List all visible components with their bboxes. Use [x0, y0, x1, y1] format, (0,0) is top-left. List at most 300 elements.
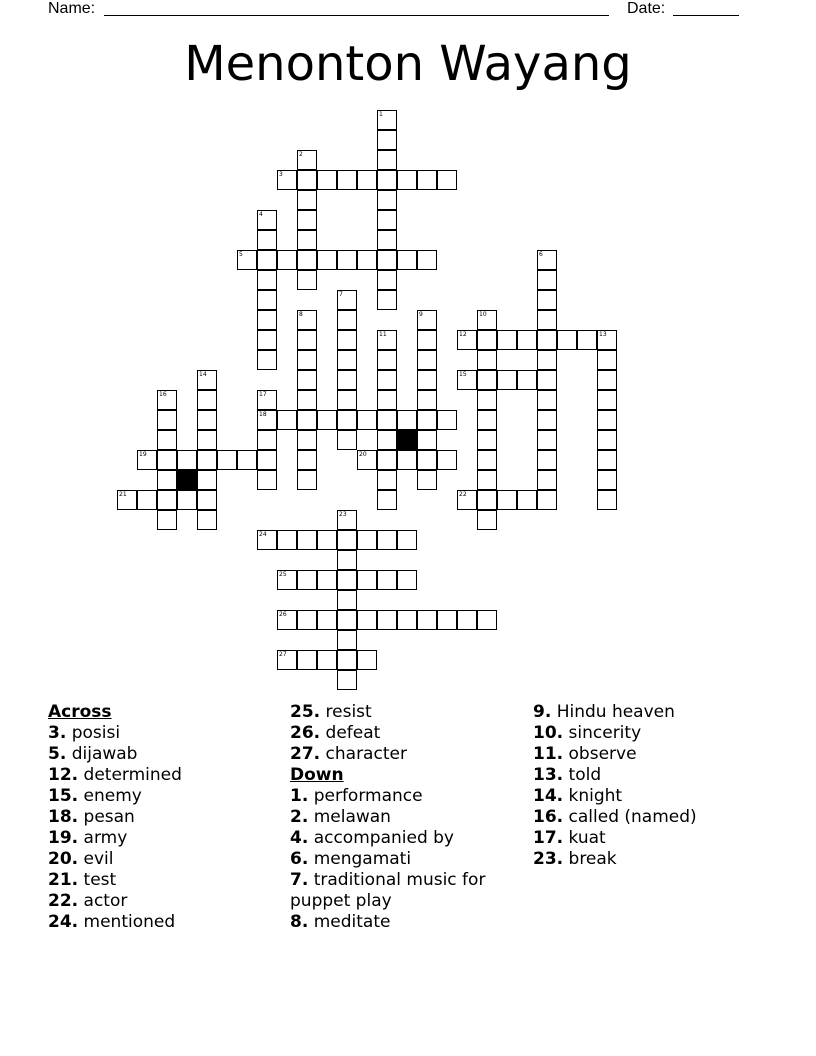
grid-cell[interactable]	[297, 310, 317, 330]
grid-cell[interactable]	[537, 470, 557, 490]
grid-cell[interactable]	[177, 450, 197, 470]
grid-cell[interactable]	[217, 450, 237, 470]
clue-text: kuat	[563, 828, 606, 848]
clue-list	[48, 723, 278, 933]
grid-cell[interactable]	[337, 590, 357, 610]
grid-cell[interactable]	[377, 190, 397, 210]
down-clue	[533, 723, 773, 744]
down-clue	[290, 807, 525, 828]
grid-cell[interactable]	[377, 490, 397, 510]
grid-cell[interactable]	[297, 230, 317, 250]
grid-cell[interactable]	[377, 470, 397, 490]
grid-cell[interactable]	[137, 490, 157, 510]
grid-cell[interactable]	[377, 350, 397, 370]
grid-cell[interactable]	[597, 350, 617, 370]
cell-number: 6	[539, 251, 543, 258]
grid-cell[interactable]	[597, 470, 617, 490]
grid-cell[interactable]	[117, 490, 137, 510]
grid-cell[interactable]	[317, 170, 337, 190]
grid-cell[interactable]	[257, 270, 277, 290]
grid-cell[interactable]	[417, 250, 437, 270]
clue-number: 2.	[290, 807, 309, 827]
grid-cell[interactable]	[397, 530, 417, 550]
grid-cell[interactable]	[377, 230, 397, 250]
grid-cell[interactable]	[157, 430, 177, 450]
grid-cell[interactable]	[377, 290, 397, 310]
grid-cell[interactable]	[437, 610, 457, 630]
grid-cell[interactable]	[337, 290, 357, 310]
clue-number: 12.	[48, 765, 79, 785]
grid-cell[interactable]	[157, 390, 177, 410]
grid-cell[interactable]	[257, 250, 277, 270]
grid-cell[interactable]	[297, 150, 317, 170]
grid-cell[interactable]	[477, 490, 497, 510]
grid-cell[interactable]	[277, 650, 297, 670]
grid-cell[interactable]	[317, 410, 337, 430]
grid-cell[interactable]	[337, 530, 357, 550]
clue-text: called (named)	[563, 807, 697, 827]
grid-cell[interactable]	[277, 530, 297, 550]
clue-text: defeat	[320, 723, 381, 743]
clue-number: 8.	[290, 912, 309, 932]
grid-cell[interactable]	[477, 610, 497, 630]
grid-cell[interactable]	[357, 450, 377, 470]
date-label: Date:	[627, 0, 666, 17]
across-clue	[48, 807, 278, 828]
grid-cell[interactable]	[177, 490, 197, 510]
grid-cell[interactable]	[377, 410, 397, 430]
grid-cell[interactable]	[337, 630, 357, 650]
clue-text: Hindu heaven	[551, 702, 675, 722]
grid-cell[interactable]	[317, 570, 337, 590]
cell-number: 22	[459, 491, 467, 498]
grid-cell[interactable]	[377, 170, 397, 190]
grid-cell[interactable]	[537, 270, 557, 290]
grid-cell[interactable]	[297, 410, 317, 430]
grid-cell[interactable]	[477, 410, 497, 430]
clue-text: posisi	[66, 723, 121, 743]
grid-cell[interactable]	[337, 390, 357, 410]
across-clue	[290, 702, 525, 723]
across-clue	[48, 870, 278, 891]
grid-cell[interactable]	[257, 350, 277, 370]
grid-cell[interactable]	[337, 250, 357, 270]
grid-cell[interactable]	[377, 530, 397, 550]
grid-cell[interactable]	[537, 430, 557, 450]
grid-cell[interactable]	[397, 410, 417, 430]
grid-cell[interactable]	[377, 450, 397, 470]
grid-cell[interactable]	[377, 110, 397, 130]
grid-cell[interactable]	[257, 530, 277, 550]
clue-text: determined	[78, 765, 182, 785]
grid-cell[interactable]	[437, 410, 457, 430]
grid-cell[interactable]	[417, 350, 437, 370]
down-clue	[533, 849, 773, 870]
grid-cell[interactable]	[157, 510, 177, 530]
grid-cell[interactable]	[537, 490, 557, 510]
cell-number: 3	[279, 171, 283, 178]
grid-cell[interactable]	[297, 610, 317, 630]
clue-number: 17.	[533, 828, 564, 848]
down-clue	[533, 807, 773, 828]
grid-cell[interactable]	[537, 310, 557, 330]
grid-cell[interactable]	[477, 450, 497, 470]
cell-number: 18	[259, 411, 267, 418]
grid-cell[interactable]	[257, 410, 277, 430]
clue-number: 23.	[533, 849, 564, 869]
grid-cell[interactable]	[457, 370, 477, 390]
down-heading: Down	[290, 765, 344, 785]
across-clue	[48, 849, 278, 870]
grid-cell[interactable]	[537, 450, 557, 470]
grid-cell[interactable]	[297, 350, 317, 370]
grid-cell[interactable]	[377, 390, 397, 410]
grid-cell[interactable]	[377, 430, 397, 450]
grid-cell[interactable]	[517, 330, 537, 350]
grid-cell[interactable]	[277, 170, 297, 190]
grid-cell[interactable]	[477, 470, 497, 490]
across-clue	[48, 828, 278, 849]
grid-cell[interactable]	[337, 310, 357, 330]
down-clue	[290, 849, 525, 870]
cell-number: 24	[259, 531, 267, 538]
grid-cell[interactable]	[157, 490, 177, 510]
clue-number: 19.	[48, 828, 79, 848]
clue-text: performance	[308, 786, 423, 806]
grid-cell[interactable]	[297, 430, 317, 450]
down-clue	[290, 870, 525, 912]
clue-number: 16.	[533, 807, 564, 827]
grid-cell[interactable]	[197, 470, 217, 490]
grid-cell[interactable]	[597, 450, 617, 470]
down-clue	[533, 786, 773, 807]
grid-cell[interactable]	[357, 170, 377, 190]
grid-block	[177, 470, 197, 490]
grid-cell[interactable]	[237, 250, 257, 270]
grid-cell[interactable]	[297, 530, 317, 550]
grid-cell[interactable]	[197, 490, 217, 510]
grid-cell[interactable]	[557, 330, 577, 350]
grid-cell[interactable]	[197, 370, 217, 390]
grid-cell[interactable]	[297, 650, 317, 670]
name-blank[interactable]	[104, 15, 609, 16]
grid-cell[interactable]	[417, 370, 437, 390]
clue-number: 21.	[48, 870, 79, 890]
grid-cell[interactable]	[517, 490, 537, 510]
grid-cell[interactable]	[337, 350, 357, 370]
grid-cell[interactable]	[277, 410, 297, 430]
clues-column-1	[48, 702, 278, 933]
clue-text: meditate	[308, 912, 391, 932]
grid-cell[interactable]	[537, 390, 557, 410]
cell-number: 11	[379, 331, 387, 338]
clue-text: resist	[320, 702, 372, 722]
clue-text: army	[78, 828, 128, 848]
clue-number: 22.	[48, 891, 79, 911]
grid-cell[interactable]	[517, 370, 537, 390]
grid-cell[interactable]	[297, 210, 317, 230]
cell-number: 15	[459, 371, 467, 378]
across-clue	[48, 786, 278, 807]
grid-cell[interactable]	[357, 650, 377, 670]
cell-number: 19	[139, 451, 147, 458]
grid-cell[interactable]	[397, 450, 417, 470]
grid-cell[interactable]	[437, 170, 457, 190]
cell-number: 2	[299, 151, 303, 158]
clue-text: sincerity	[563, 723, 642, 743]
grid-cell[interactable]	[477, 350, 497, 370]
grid-cell[interactable]	[337, 170, 357, 190]
name-label: Name:	[48, 0, 96, 17]
cell-number: 25	[279, 571, 287, 578]
clue-number: 13.	[533, 765, 564, 785]
cell-number: 26	[279, 611, 287, 618]
cell-number: 10	[479, 311, 487, 318]
grid-cell[interactable]	[377, 130, 397, 150]
grid-cell[interactable]	[477, 310, 497, 330]
grid-cell[interactable]	[377, 570, 397, 590]
clue-text: accompanied by	[308, 828, 454, 848]
grid-cell[interactable]	[417, 410, 437, 430]
grid-cell[interactable]	[337, 610, 357, 630]
grid-cell[interactable]	[397, 570, 417, 590]
grid-cell[interactable]	[297, 250, 317, 270]
grid-cell[interactable]	[537, 330, 557, 350]
grid-cell[interactable]	[397, 610, 417, 630]
grid-cell[interactable]	[337, 650, 357, 670]
grid-cell[interactable]	[417, 170, 437, 190]
grid-cell[interactable]	[457, 610, 477, 630]
clue-number: 6.	[290, 849, 309, 869]
grid-cell[interactable]	[277, 610, 297, 630]
across-clue	[48, 765, 278, 786]
grid-cell[interactable]	[537, 290, 557, 310]
down-clue	[290, 786, 525, 807]
grid-cell[interactable]	[397, 170, 417, 190]
grid-cell[interactable]	[417, 430, 437, 450]
clue-number: 4.	[290, 828, 309, 848]
cell-number: 4	[259, 211, 263, 218]
grid-cell[interactable]	[257, 230, 277, 250]
down-clue	[290, 912, 525, 933]
across-clue	[48, 723, 278, 744]
clue-text: mentioned	[78, 912, 176, 932]
cell-number: 21	[119, 491, 127, 498]
clue-number: 11.	[533, 744, 564, 764]
cell-number: 7	[339, 291, 343, 298]
clue-text: pesan	[78, 807, 135, 827]
grid-cell[interactable]	[597, 410, 617, 430]
grid-cell[interactable]	[297, 470, 317, 490]
cell-number: 27	[279, 651, 287, 658]
grid-cell[interactable]	[297, 370, 317, 390]
grid-cell[interactable]	[417, 450, 437, 470]
clue-text: enemy	[78, 786, 142, 806]
grid-cell[interactable]	[537, 410, 557, 430]
grid-cell[interactable]	[197, 510, 217, 530]
down-clue	[533, 765, 773, 786]
grid-cell[interactable]	[257, 470, 277, 490]
grid-cell[interactable]	[257, 450, 277, 470]
grid-cell[interactable]	[597, 490, 617, 510]
grid-cell[interactable]	[377, 370, 397, 390]
grid-cell[interactable]	[377, 210, 397, 230]
clue-text: observe	[563, 744, 637, 764]
clue-text: break	[563, 849, 617, 869]
grid-cell[interactable]	[297, 450, 317, 470]
grid-cell[interactable]	[537, 370, 557, 390]
clue-number: 7.	[290, 870, 309, 890]
grid-cell[interactable]	[477, 430, 497, 450]
grid-cell[interactable]	[417, 310, 437, 330]
grid-cell[interactable]	[477, 330, 497, 350]
grid-cell[interactable]	[377, 150, 397, 170]
grid-cell[interactable]	[297, 390, 317, 410]
grid-cell[interactable]	[357, 410, 377, 430]
grid-cell[interactable]	[337, 570, 357, 590]
grid-cell[interactable]	[377, 330, 397, 350]
grid-cell[interactable]	[437, 450, 457, 470]
grid-cell[interactable]	[417, 470, 437, 490]
clue-number: 24.	[48, 912, 79, 932]
grid-cell[interactable]	[597, 390, 617, 410]
grid-cell[interactable]	[377, 270, 397, 290]
grid-cell[interactable]	[337, 430, 357, 450]
clue-number: 3.	[48, 723, 67, 743]
grid-cell[interactable]	[297, 570, 317, 590]
grid-cell[interactable]	[337, 510, 357, 530]
grid-cell[interactable]	[157, 410, 177, 430]
cell-number: 20	[359, 451, 367, 458]
clues-column-2	[290, 702, 525, 933]
grid-cell[interactable]	[257, 390, 277, 410]
grid-cell[interactable]	[277, 570, 297, 590]
grid-cell[interactable]	[577, 330, 597, 350]
across-clue	[48, 891, 278, 912]
clue-number: 5.	[48, 744, 67, 764]
grid-cell[interactable]	[357, 610, 377, 630]
grid-cell[interactable]	[377, 610, 397, 630]
grid-cell[interactable]	[197, 410, 217, 430]
grid-cell[interactable]	[277, 250, 297, 270]
grid-cell[interactable]	[257, 330, 277, 350]
grid-cell[interactable]	[357, 530, 377, 550]
cell-number: 16	[159, 391, 167, 398]
grid-cell[interactable]	[297, 270, 317, 290]
cell-number: 13	[599, 331, 607, 338]
grid-cell[interactable]	[397, 250, 417, 270]
cell-number: 17	[259, 391, 267, 398]
clue-text: told	[563, 765, 602, 785]
down-clue	[533, 828, 773, 849]
grid-cell[interactable]	[337, 330, 357, 350]
grid-cell[interactable]	[417, 330, 437, 350]
grid-cell[interactable]	[597, 430, 617, 450]
grid-cell[interactable]	[157, 450, 177, 470]
grid-cell[interactable]	[377, 250, 397, 270]
grid-cell[interactable]	[157, 470, 177, 490]
grid-cell[interactable]	[257, 210, 277, 230]
clue-number: 18.	[48, 807, 79, 827]
grid-cell[interactable]	[537, 350, 557, 370]
cell-number: 5	[239, 251, 243, 258]
grid-cell[interactable]	[297, 330, 317, 350]
down-clue	[290, 828, 525, 849]
grid-cell[interactable]	[137, 450, 157, 470]
grid-cell[interactable]	[597, 330, 617, 350]
grid-cell[interactable]	[417, 390, 437, 410]
cell-number: 12	[459, 331, 467, 338]
down-clue	[533, 702, 773, 723]
clue-text: dijawab	[66, 744, 138, 764]
grid-cell[interactable]	[477, 510, 497, 530]
grid-cell[interactable]	[317, 530, 337, 550]
cell-number: 9	[419, 311, 423, 318]
grid-cell[interactable]	[197, 390, 217, 410]
grid-cell[interactable]	[297, 190, 317, 210]
grid-cell[interactable]	[337, 410, 357, 430]
clue-text: melawan	[308, 807, 391, 827]
grid-cell[interactable]	[257, 290, 277, 310]
clue-text: test	[78, 870, 117, 890]
grid-cell[interactable]	[537, 250, 557, 270]
clue-text: actor	[78, 891, 128, 911]
across-clue	[48, 744, 278, 765]
grid-cell[interactable]	[317, 610, 337, 630]
grid-cell[interactable]	[497, 370, 517, 390]
clue-list	[290, 702, 525, 765]
down-clue	[533, 744, 773, 765]
grid-cell[interactable]	[257, 310, 277, 330]
clue-number: 14.	[533, 786, 564, 806]
grid-cell[interactable]	[457, 330, 477, 350]
clue-number: 20.	[48, 849, 79, 869]
grid-cell[interactable]	[337, 670, 357, 690]
grid-cell[interactable]	[497, 490, 517, 510]
clue-text: knight	[563, 786, 623, 806]
clue-text: character	[320, 744, 407, 764]
grid-cell[interactable]	[597, 370, 617, 390]
grid-cell[interactable]	[297, 170, 317, 190]
grid-cell[interactable]	[197, 450, 217, 470]
date-blank[interactable]	[673, 15, 739, 16]
across-heading: Across	[48, 702, 112, 722]
grid-cell[interactable]	[197, 430, 217, 450]
clue-text: mengamati	[308, 849, 412, 869]
grid-cell[interactable]	[477, 370, 497, 390]
clue-number: 1.	[290, 786, 309, 806]
grid-cell[interactable]	[497, 330, 517, 350]
cell-number: 23	[339, 511, 347, 518]
grid-cell[interactable]	[337, 370, 357, 390]
grid-cell[interactable]	[257, 430, 277, 450]
grid-cell[interactable]	[317, 250, 337, 270]
grid-cell[interactable]	[477, 390, 497, 410]
cell-number: 8	[299, 311, 303, 318]
grid-cell[interactable]	[317, 650, 337, 670]
grid-cell[interactable]	[357, 250, 377, 270]
clues-column-3	[533, 702, 773, 870]
clue-text: traditional music for puppet play	[290, 870, 486, 911]
across-clue	[290, 723, 525, 744]
grid-cell[interactable]	[357, 570, 377, 590]
grid-cell[interactable]	[457, 490, 477, 510]
across-clue	[290, 744, 525, 765]
grid-cell[interactable]	[337, 550, 357, 570]
page-title: Menonton Wayang	[184, 36, 632, 92]
grid-cell[interactable]	[237, 450, 257, 470]
grid-cell[interactable]	[417, 610, 437, 630]
